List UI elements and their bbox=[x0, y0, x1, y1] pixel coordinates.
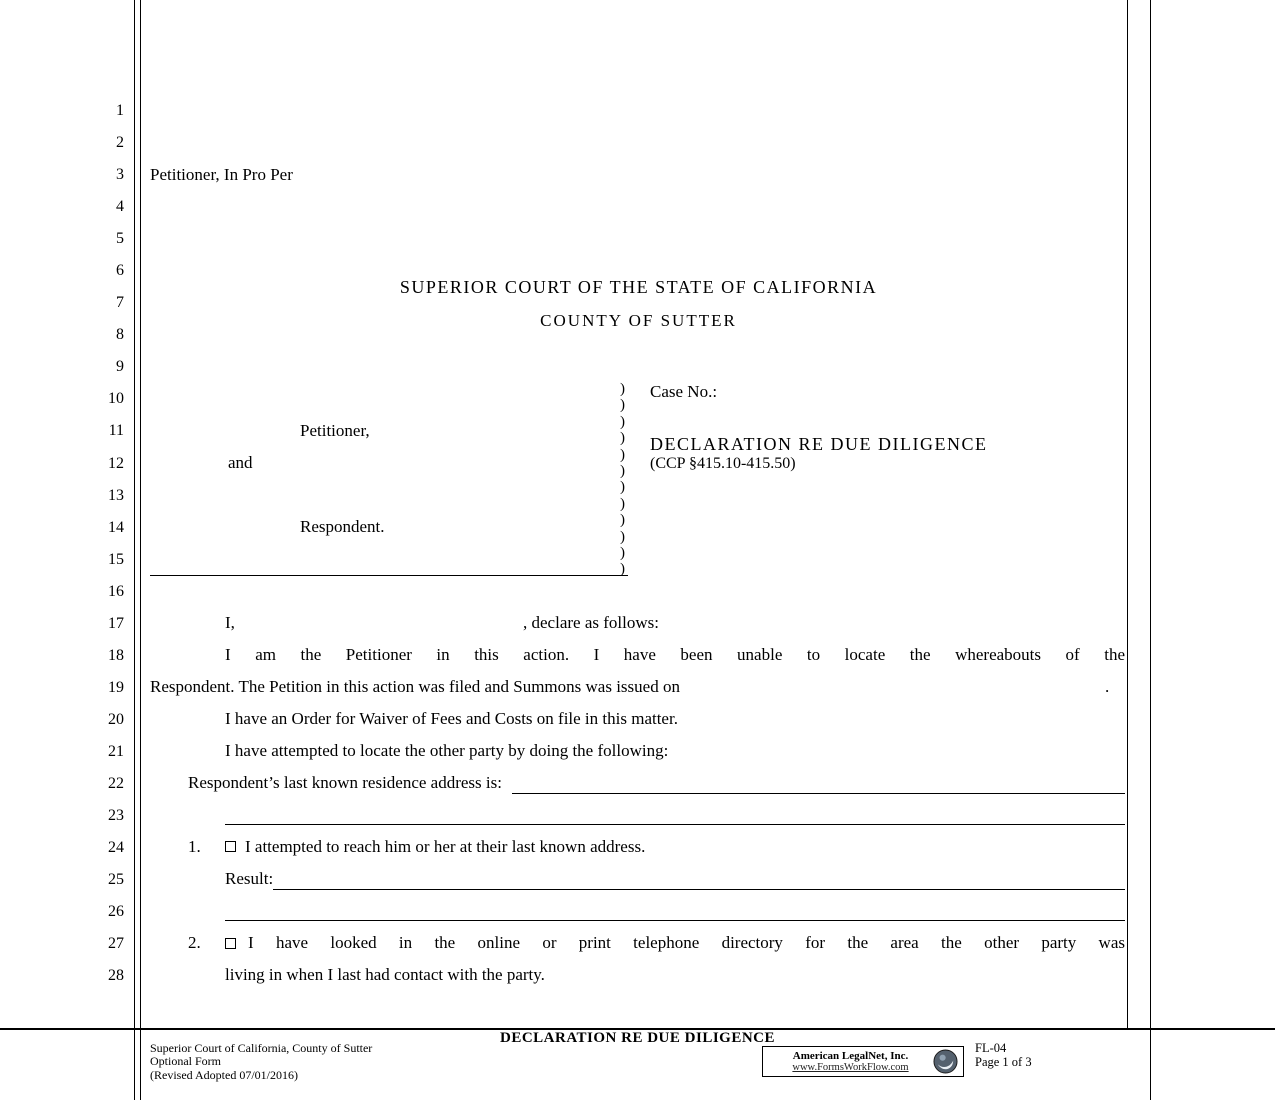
caption-paren: ) bbox=[620, 479, 625, 496]
paragraph1-period: . bbox=[1105, 677, 1110, 696]
address-label: Respondent’s last known residence address is: bbox=[188, 773, 502, 792]
paragraph3: I have attempted to locate the other party by doing the following: bbox=[225, 741, 669, 760]
paragraph2: I have an Order for Waiver of Fees and Costs on file in this matter. bbox=[225, 709, 678, 728]
footer-page-label: Page 1 of 3 bbox=[975, 1055, 1032, 1069]
line-number: 11 bbox=[108, 422, 124, 440]
caption-paren: ) bbox=[620, 413, 625, 430]
line-number: 16 bbox=[108, 582, 124, 600]
line-number: 4 bbox=[116, 198, 124, 216]
line-number: 18 bbox=[108, 646, 124, 664]
result-blank-line-1[interactable] bbox=[273, 868, 1125, 890]
line-number: 3 bbox=[116, 166, 124, 184]
caption-paren: ) bbox=[620, 463, 625, 480]
caption-paren: ) bbox=[620, 545, 625, 562]
line-number: 12 bbox=[108, 454, 124, 472]
footer-form-number: FL-04 bbox=[975, 1041, 1007, 1055]
footer-document-title: DECLARATION RE DUE DILIGENCE bbox=[499, 1030, 775, 1046]
item2-number: 2. bbox=[188, 933, 201, 952]
line-number: 26 bbox=[108, 903, 124, 921]
case-number-label: Case No.: bbox=[650, 382, 718, 401]
item2-line2: living in when I last had contact with the party. bbox=[225, 965, 545, 984]
line-number: 6 bbox=[116, 262, 124, 280]
paragraph1-line1: I am the Petitioner in this action. I have been unable to locate the whereabouts of the bbox=[225, 645, 1125, 664]
line-number: 28 bbox=[108, 967, 124, 985]
line-number: 5 bbox=[116, 230, 124, 248]
line-number: 15 bbox=[108, 550, 124, 568]
legalnet-publisher: American LegalNet, Inc. bbox=[792, 1049, 909, 1062]
address-blank-line-1[interactable] bbox=[512, 772, 1125, 794]
line-number: 7 bbox=[116, 294, 124, 312]
declaration-opening-prefix: I, bbox=[225, 613, 235, 632]
footer-left-block bbox=[150, 1042, 372, 1082]
address-row bbox=[188, 772, 1125, 794]
item2-checkbox-wrap bbox=[225, 936, 245, 954]
caption-paren: ) bbox=[620, 528, 625, 545]
footer-form-type: Optional Form bbox=[150, 1054, 221, 1069]
line-number: 1 bbox=[116, 102, 124, 119]
line-number: 13 bbox=[108, 486, 124, 504]
line-number: 23 bbox=[108, 807, 124, 825]
county-title: COUNTY OF SUTTER bbox=[540, 311, 737, 330]
respondent-designation: Respondent. bbox=[300, 517, 385, 536]
line-number: 2 bbox=[116, 134, 124, 152]
line-number: 14 bbox=[108, 518, 124, 536]
paragraph1-line2: Respondent. The Petition in this action was filed and Summons was issued on bbox=[150, 677, 680, 696]
left-double-rule-inner bbox=[140, 0, 141, 1100]
caption-paren: ) bbox=[620, 512, 625, 529]
address-blank-line-2[interactable] bbox=[225, 824, 1125, 825]
caption-paren: ) bbox=[620, 381, 625, 397]
item1-number: 1. bbox=[188, 837, 201, 856]
result-label: Result: bbox=[225, 869, 274, 888]
legalnet-text-block bbox=[768, 1050, 933, 1074]
line-number: 25 bbox=[108, 871, 124, 889]
item1-row bbox=[225, 836, 645, 858]
caption-paren: ) bbox=[620, 430, 625, 447]
line-number: 19 bbox=[108, 678, 124, 696]
caption-paren-column bbox=[620, 381, 625, 578]
line-number: 17 bbox=[108, 614, 124, 632]
item1-text: I attempted to reach him or her at their last known address. bbox=[245, 837, 646, 856]
american-legalnet-logo bbox=[933, 1049, 958, 1074]
court-title: SUPERIOR COURT OF THE STATE OF CALIFORNIA bbox=[399, 277, 878, 297]
caption-bottom-rule bbox=[150, 575, 628, 576]
item2-checkbox[interactable] bbox=[225, 938, 236, 949]
line-number: 8 bbox=[116, 326, 124, 344]
petitioner-designation: Petitioner, bbox=[300, 421, 370, 440]
line-number: 22 bbox=[108, 774, 124, 792]
result-row bbox=[225, 868, 1125, 890]
line-number: 24 bbox=[108, 839, 124, 857]
footer-court-name: Superior Court of California, County of Sutter bbox=[150, 1041, 373, 1055]
item1-checkbox[interactable] bbox=[225, 841, 236, 852]
caption-conjunction: and bbox=[228, 453, 253, 472]
page-edge-rule bbox=[1150, 0, 1151, 1100]
line-number: 9 bbox=[116, 358, 124, 376]
legalnet-box bbox=[762, 1046, 964, 1077]
right-margin-rule bbox=[1127, 0, 1128, 1029]
caption-paren: ) bbox=[620, 397, 625, 414]
caption-document-title: DECLARATION RE DUE DILIGENCE bbox=[650, 434, 988, 454]
declaration-opening-suffix: , declare as follows: bbox=[523, 613, 659, 632]
caption-paren: ) bbox=[620, 561, 625, 578]
caption-paren: ) bbox=[620, 495, 625, 512]
caption-paren: ) bbox=[620, 446, 625, 463]
attorney-capacity-line: Petitioner, In Pro Per bbox=[150, 165, 293, 184]
footer-revision: (Revised Adopted 07/01/2016) bbox=[150, 1067, 298, 1082]
line-number: 27 bbox=[108, 935, 124, 953]
line-number: 21 bbox=[108, 742, 124, 760]
legalnet-url-link[interactable]: www.FormsWorkFlow.com bbox=[792, 1061, 909, 1073]
left-double-rule-outer bbox=[134, 0, 135, 1100]
item2-line1: I have looked in the online or print telephone directory for the area the other party was bbox=[248, 933, 1125, 952]
line-number: 10 bbox=[108, 390, 124, 408]
line-number-column bbox=[86, 95, 124, 992]
statute-reference: (CCP §415.10-415.50) bbox=[650, 455, 796, 472]
result-blank-line-2[interactable] bbox=[225, 920, 1125, 921]
line-number: 20 bbox=[108, 710, 124, 728]
